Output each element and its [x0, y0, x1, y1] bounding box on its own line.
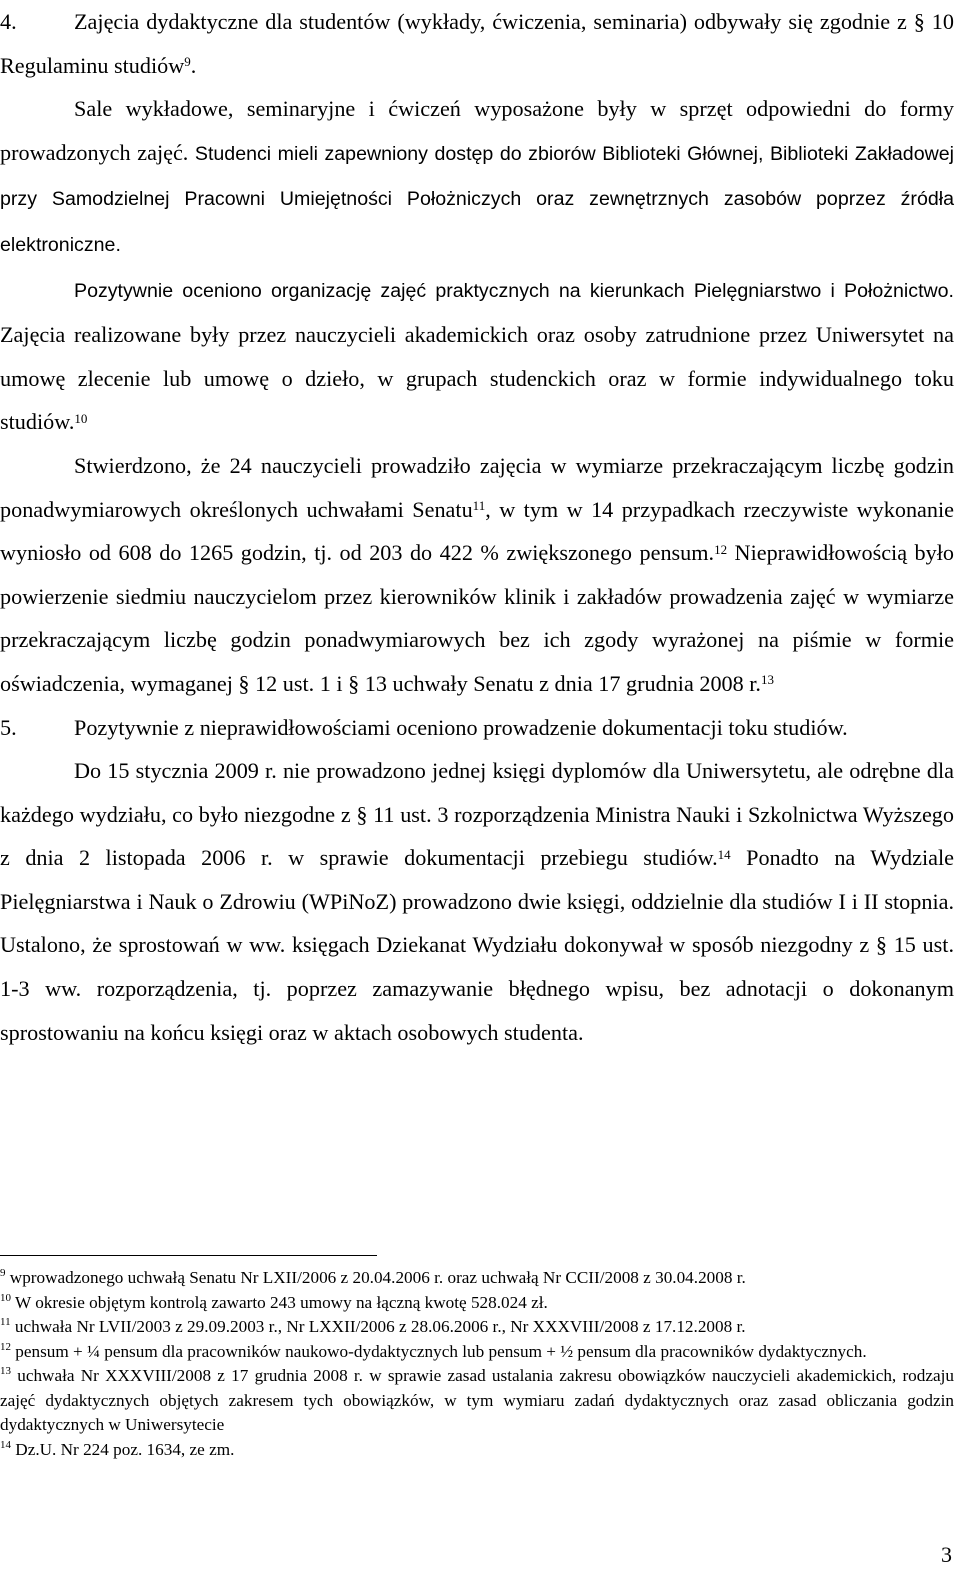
paragraph-number: 5.: [0, 714, 17, 740]
footnote-number: 9: [0, 1267, 6, 1280]
footnote-number: 10: [0, 1291, 11, 1304]
paragraph-teaching-load: [0, 444, 954, 706]
footnote-text: uchwała Nr XXXVIII/2008 z 17 grudnia 2008 r. w sprawie zasad ustalania zakresu obowiązków nauczycieli akademickich, rodzaju zajęć dydaktycznych objętych zakresem tych obowiązków, w tym wymiaru zadań dydaktycznych oraz zasad obliczania godzin dydaktycznych w Uniwersytecie: [0, 1366, 954, 1434]
footnote-ref: 10: [74, 410, 88, 426]
paragraph-4: [0, 0, 954, 87]
paragraph-practical-classes: [0, 268, 954, 444]
footnote-ref: 9: [184, 54, 191, 70]
page-number: 3: [941, 1542, 952, 1567]
footnote-text: Dz.U. Nr 224 poz. 1634, ze zm.: [15, 1439, 235, 1459]
footnote-ref: 14: [717, 846, 731, 862]
footnote-number: 13: [0, 1365, 11, 1378]
paragraph-equipment: [0, 87, 954, 267]
footnote-number: 12: [0, 1340, 11, 1353]
paragraph-5: [0, 706, 954, 750]
paragraph-text-tail: .: [190, 52, 197, 78]
paragraph-text: Studenci mieli zapewniony dostęp do zbiorów Biblioteki Głównej, Biblioteki Zakładowej przy Samodzielnej Pracowni Umiejętności Położniczych oraz zewnętrznych zasobów poprzez źródła elektroniczne.: [0, 142, 954, 256]
paragraph-text: Pozytywnie oceniono organizację zajęć praktycznych na kierunkach Pielęgniarstwo i Położnictwo.: [74, 279, 954, 302]
paragraph-text: Zajęcia dydaktyczne dla studentów (wykłady, ćwiczenia, seminaria) odbywały się zgodnie z § 10 Regulaminu studiów: [0, 9, 954, 78]
paragraph-text: Do 15 stycznia 2009 r. nie prowadzono jednej księgi dyplomów dla Uniwersytetu, ale odrębne dla każdego wydziału, co było niezgodne z § 11 ust. 3 rozporządzenia Ministra Nauki i Szkolnictwa Wyższego z dnia 2 listopada 2006 r. w sprawie dokumentacji przebiegu studiów.: [0, 758, 954, 871]
paragraph-text: Zajęcia realizowane były przez nauczycieli akademickich oraz osoby zatrudnione przez Uniwersytet na umowę zlecenie lub umowę o dzieło, w grupach studenckich oraz w formie indywidualnego toku studiów.: [0, 322, 954, 435]
paragraph-text: Pozytywnie z nieprawidłowościami oceniono prowadzenie dokumentacji toku studiów.: [74, 714, 848, 740]
footnote: [0, 1315, 954, 1340]
footnote: [0, 1438, 954, 1463]
footnote-text: uchwała Nr LVII/2003 z 29.09.2003 r., Nr LXXII/2006 z 28.06.2006 r., Nr XXXVIII/2008 z 17.12.2008 r.: [14, 1317, 746, 1336]
footnote-number: 11: [0, 1316, 11, 1329]
footnote: [0, 1291, 954, 1316]
footnote-text: W okresie objętym kontrolą zawarto 243 umowy na łączną kwotę 528.024 zł.: [15, 1292, 548, 1312]
footnote-ref: 12: [714, 541, 728, 557]
paragraph-number: 4.: [0, 9, 17, 34]
footnote: [0, 1266, 954, 1291]
paragraph-text: Sale wykładowe, seminaryjne i ćwiczeń wyposażone były w sprzęt odpowiedni do formy prowadzonych zajęć.: [0, 96, 954, 165]
footnote-ref: 11: [472, 498, 486, 514]
footnote-number: 14: [0, 1438, 11, 1451]
paragraph-text: Stwierdzono, że 24 nauczycieli prowadziło zajęcia w wymiarze przekraczającym liczbę godzin ponadwymiarowych określonych uchwałami Senatu: [0, 452, 954, 522]
footnote-separator: [0, 1255, 377, 1256]
footnote-text: pensum + ¼ pensum dla pracowników naukowo-dydaktycznych lub pensum + ½ pensum dla pracowników dydaktycznych.: [15, 1341, 867, 1361]
paragraph-text: Nieprawidłowością było powierzenie siedmiu nauczycielom przez kierowników klinik i zakładów prowadzenia zajęć w wymiarze przekraczającym liczbę godzin ponadwymiarowych bez ich zgody wyrażonej na piśmie w formie oświadczenia, wymaganej § 12 ust. 1 i § 13 uchwały Senatu z dnia 17 grudnia 2008 r.: [0, 540, 954, 696]
footnote-text: wprowadzonego uchwałą Senatu Nr LXII/2006 z 20.04.2006 r. oraz uchwałą Nr CCII/2008 z 30.04.2008 r.: [9, 1268, 746, 1287]
footnote: [0, 1340, 954, 1365]
paragraph-text: Ponadto na Wydziale Pielęgniarstwa i Nauk o Zdrowiu (WPiNoZ) prowadzono dwie księgi, oddzielnie dla studiów I i II stopnia. Ustalono, że sprostowań w ww. księgach Dziekanat Wydziału dokonywał w sposób niezgodny z § 15 ust. 1-3 ww. rozporządzenia, tj. poprzez zamazywanie błędnego wpisu, bez adnotacji o dokonanym sprostowaniu na końcu księgi oraz w aktach osobowych studenta.: [0, 845, 954, 1045]
paragraph-diploma-books: [0, 749, 954, 1054]
paragraph-text: , w tym w 14 przypadkach rzeczywiste wykonanie wyniosło od 608 do 1265 godzin, tj. od 203 do 422 % zwiększonego pensum.: [0, 496, 955, 566]
footnote: [0, 1364, 954, 1438]
footnotes: [0, 1266, 954, 1462]
footnote-ref: 13: [760, 672, 774, 688]
